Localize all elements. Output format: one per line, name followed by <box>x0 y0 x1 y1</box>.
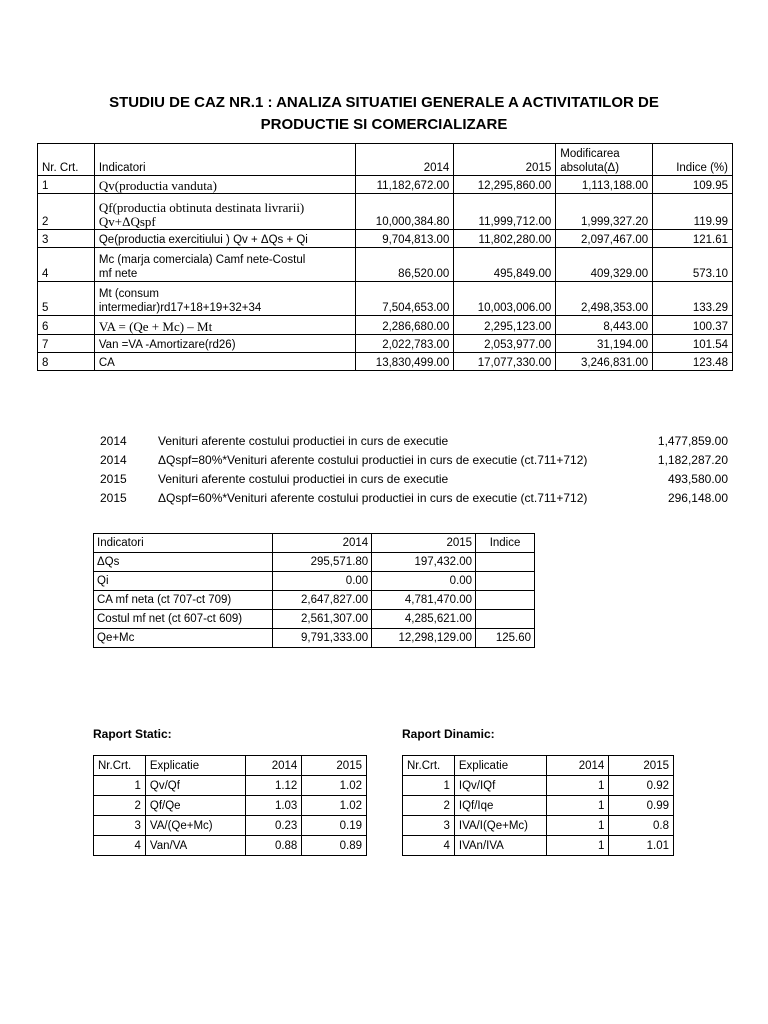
row-label: Qe+Mc <box>94 629 273 648</box>
header-explicatie: Explicatie <box>145 756 245 776</box>
page-title <box>0 92 768 136</box>
row-2015: 1.01 <box>609 836 674 856</box>
row-2015: 495,849.00 <box>454 248 556 282</box>
row-label: VA = (Qe + Mc) – Mt <box>94 316 356 335</box>
row-indice: 121.61 <box>653 230 733 248</box>
row-label: Qf(productia obtinuta destinata livrarii) Qv+ΔQspf <box>94 194 356 230</box>
row-indice: 100.37 <box>653 316 733 335</box>
row-2015: 2,053,977.00 <box>454 335 556 353</box>
main-indicators-table <box>37 143 733 371</box>
row-2014: 295,571.80 <box>273 553 372 572</box>
row-label: Qe(productia exercitiului ) Qv + ΔQs + Qi <box>94 230 356 248</box>
row-label: Qv(productia vanduta) <box>94 176 356 194</box>
row-indice: 109.95 <box>653 176 733 194</box>
row-2015: 1.02 <box>302 796 367 816</box>
row-2014: 2,647,827.00 <box>273 591 372 610</box>
row-2015: 0.89 <box>302 836 367 856</box>
row-2015: 11,999,712.00 <box>454 194 556 230</box>
row-2015: 197,432.00 <box>372 553 476 572</box>
secondary-indicators-table <box>93 533 535 648</box>
row-2014: 9,704,813.00 <box>356 230 454 248</box>
row-indice: 125.60 <box>476 629 535 648</box>
row-nr: 4 <box>94 836 146 856</box>
row-nr: 2 <box>94 796 146 816</box>
row-label: CA mf neta (ct 707-ct 709) <box>94 591 273 610</box>
header-nr: Nr.Crt. <box>94 756 146 776</box>
table-row <box>38 176 733 194</box>
row-explicatie: VA/(Qe+Mc) <box>145 816 245 836</box>
row-2015: 10,003,006.00 <box>454 282 556 316</box>
row-nr: 1 <box>403 776 455 796</box>
table-header-row <box>403 756 674 776</box>
note-year: 2015 <box>100 491 127 505</box>
row-2014: 1 <box>546 776 609 796</box>
row-indice <box>476 610 535 629</box>
row-modif: 1,113,188.00 <box>556 176 653 194</box>
row-indice <box>476 572 535 591</box>
note-year: 2014 <box>100 434 127 448</box>
row-indice: 123.48 <box>653 353 733 371</box>
row-nr: 3 <box>403 816 455 836</box>
row-2015: 0.19 <box>302 816 367 836</box>
notes-block <box>100 432 728 508</box>
note-value: 1,182,287.20 <box>657 453 728 467</box>
table-row <box>38 282 733 316</box>
row-2015: 4,781,470.00 <box>372 591 476 610</box>
header-explicatie: Explicatie <box>454 756 546 776</box>
row-nr: 2 <box>403 796 455 816</box>
table-row <box>38 194 733 230</box>
row-2015: 11,802,280.00 <box>454 230 556 248</box>
row-modif: 3,246,831.00 <box>556 353 653 371</box>
raport-static-table <box>93 755 367 856</box>
title-line-1: STUDIU DE CAZ NR.1 : ANALIZA SITUATIEI GENERALE A ACTIVITATILOR DE <box>109 94 659 111</box>
table-row <box>38 353 733 371</box>
row-modif: 31,194.00 <box>556 335 653 353</box>
row-nr: 4 <box>403 836 455 856</box>
row-indice <box>476 591 535 610</box>
note-row <box>100 451 728 470</box>
table-row <box>94 776 367 796</box>
row-nr: 6 <box>38 316 95 335</box>
row-modif: 2,498,353.00 <box>556 282 653 316</box>
header-2015: 2015 <box>609 756 674 776</box>
row-2014: 11,182,672.00 <box>356 176 454 194</box>
row-2015: 1.02 <box>302 776 367 796</box>
row-label: CA <box>94 353 356 371</box>
header-indice: Indice (%) <box>653 144 733 176</box>
table-row <box>94 591 535 610</box>
header-2015: 2015 <box>372 534 476 553</box>
row-nr: 5 <box>38 282 95 316</box>
note-desc: ΔQspf=80%*Venituri aferente costului productiei in curs de executie (ct.711+712) <box>158 453 588 467</box>
note-value: 1,477,859.00 <box>657 434 728 448</box>
row-2014: 10,000,384.80 <box>356 194 454 230</box>
row-indice: 101.54 <box>653 335 733 353</box>
row-indice <box>476 553 535 572</box>
row-2014: 1 <box>546 796 609 816</box>
table-row <box>94 572 535 591</box>
row-2014: 2,286,680.00 <box>356 316 454 335</box>
raport-static-label: Raport Static: <box>93 727 172 741</box>
row-2014: 0.00 <box>273 572 372 591</box>
row-explicatie: Van/VA <box>145 836 245 856</box>
row-2015: 0.99 <box>609 796 674 816</box>
row-nr: 3 <box>94 816 146 836</box>
row-2015: 2,295,123.00 <box>454 316 556 335</box>
row-2015: 0.8 <box>609 816 674 836</box>
table-header-row <box>94 756 367 776</box>
table-row <box>38 230 733 248</box>
header-2014: 2014 <box>273 534 372 553</box>
row-2014: 7,504,653.00 <box>356 282 454 316</box>
table-row <box>94 553 535 572</box>
note-row <box>100 432 728 451</box>
table-row <box>38 248 733 282</box>
row-2014: 0.23 <box>245 816 302 836</box>
table-row <box>94 610 535 629</box>
title-line-2: PRODUCTIE SI COMERCIALIZARE <box>260 116 508 133</box>
table-header-row <box>38 144 733 176</box>
row-2014: 1 <box>546 836 609 856</box>
row-2014: 13,830,499.00 <box>356 353 454 371</box>
header-nr: Nr. Crt. <box>38 144 95 176</box>
row-nr: 1 <box>38 176 95 194</box>
row-2014: 2,561,307.00 <box>273 610 372 629</box>
row-explicatie: IVA/I(Qe+Mc) <box>454 816 546 836</box>
row-nr: 1 <box>94 776 146 796</box>
table-row <box>403 776 674 796</box>
table-row <box>38 316 733 335</box>
row-2014: 1 <box>546 816 609 836</box>
note-desc: ΔQspf=60%*Venituri aferente costului productiei in curs de executie (ct.711+712) <box>158 491 588 505</box>
header-2015: 2015 <box>454 144 556 176</box>
table-row <box>403 816 674 836</box>
row-nr: 3 <box>38 230 95 248</box>
row-nr: 2 <box>38 194 95 230</box>
row-explicatie: Qf/Qe <box>145 796 245 816</box>
header-indicatori: Indicatori <box>94 144 356 176</box>
row-label: Mc (marja comerciala) Camf nete-Costul mf nete <box>94 248 356 282</box>
row-modif: 409,329.00 <box>556 248 653 282</box>
row-indice: 573.10 <box>653 248 733 282</box>
row-modif: 8,443.00 <box>556 316 653 335</box>
note-row <box>100 470 728 489</box>
row-label: Mt (consum intermediar)rd17+18+19+32+34 <box>94 282 356 316</box>
row-nr: 8 <box>38 353 95 371</box>
header-2014: 2014 <box>245 756 302 776</box>
table-row <box>94 816 367 836</box>
row-2015: 0.92 <box>609 776 674 796</box>
row-explicatie: IQv/IQf <box>454 776 546 796</box>
note-desc: Venituri aferente costului productiei in curs de executie <box>158 472 449 486</box>
row-indice: 119.99 <box>653 194 733 230</box>
row-nr: 7 <box>38 335 95 353</box>
header-indice: Indice <box>476 534 535 553</box>
row-indice: 133.29 <box>653 282 733 316</box>
row-label: Costul mf net (ct 607-ct 609) <box>94 610 273 629</box>
header-nr: Nr.Crt. <box>403 756 455 776</box>
header-modificarea: Modificarea absoluta(Δ) <box>556 144 653 176</box>
table-row <box>403 836 674 856</box>
row-2014: 86,520.00 <box>356 248 454 282</box>
note-desc: Venituri aferente costului productiei in curs de executie <box>158 434 449 448</box>
row-label: ΔQs <box>94 553 273 572</box>
row-2015: 12,298,129.00 <box>372 629 476 648</box>
row-label: Qi <box>94 572 273 591</box>
row-modif: 1,999,327.20 <box>556 194 653 230</box>
table-row <box>94 796 367 816</box>
row-2014: 1.03 <box>245 796 302 816</box>
header-2014: 2014 <box>546 756 609 776</box>
header-2014: 2014 <box>356 144 454 176</box>
table-row <box>94 629 535 648</box>
table-row <box>38 335 733 353</box>
row-label: Van =VA -Amortizare(rd26) <box>94 335 356 353</box>
note-value: 493,580.00 <box>667 472 728 486</box>
note-value: 296,148.00 <box>667 491 728 505</box>
note-row <box>100 489 728 508</box>
note-year: 2014 <box>100 453 127 467</box>
row-explicatie: IQf/Iqe <box>454 796 546 816</box>
row-2014: 0.88 <box>245 836 302 856</box>
row-explicatie: IVAn/IVA <box>454 836 546 856</box>
row-2015: 0.00 <box>372 572 476 591</box>
row-2014: 9,791,333.00 <box>273 629 372 648</box>
row-2015: 4,285,621.00 <box>372 610 476 629</box>
row-2015: 12,295,860.00 <box>454 176 556 194</box>
raport-dinamic-label: Raport Dinamic: <box>402 727 495 741</box>
raport-dinamic-table <box>402 755 674 856</box>
row-nr: 4 <box>38 248 95 282</box>
header-indicatori: Indicatori <box>94 534 273 553</box>
header-2015: 2015 <box>302 756 367 776</box>
note-year: 2015 <box>100 472 127 486</box>
row-2015: 17,077,330.00 <box>454 353 556 371</box>
table-row <box>94 836 367 856</box>
row-explicatie: Qv/Qf <box>145 776 245 796</box>
row-2014: 1.12 <box>245 776 302 796</box>
row-2014: 2,022,783.00 <box>356 335 454 353</box>
table-row <box>403 796 674 816</box>
table-header-row <box>94 534 535 553</box>
row-modif: 2,097,467.00 <box>556 230 653 248</box>
